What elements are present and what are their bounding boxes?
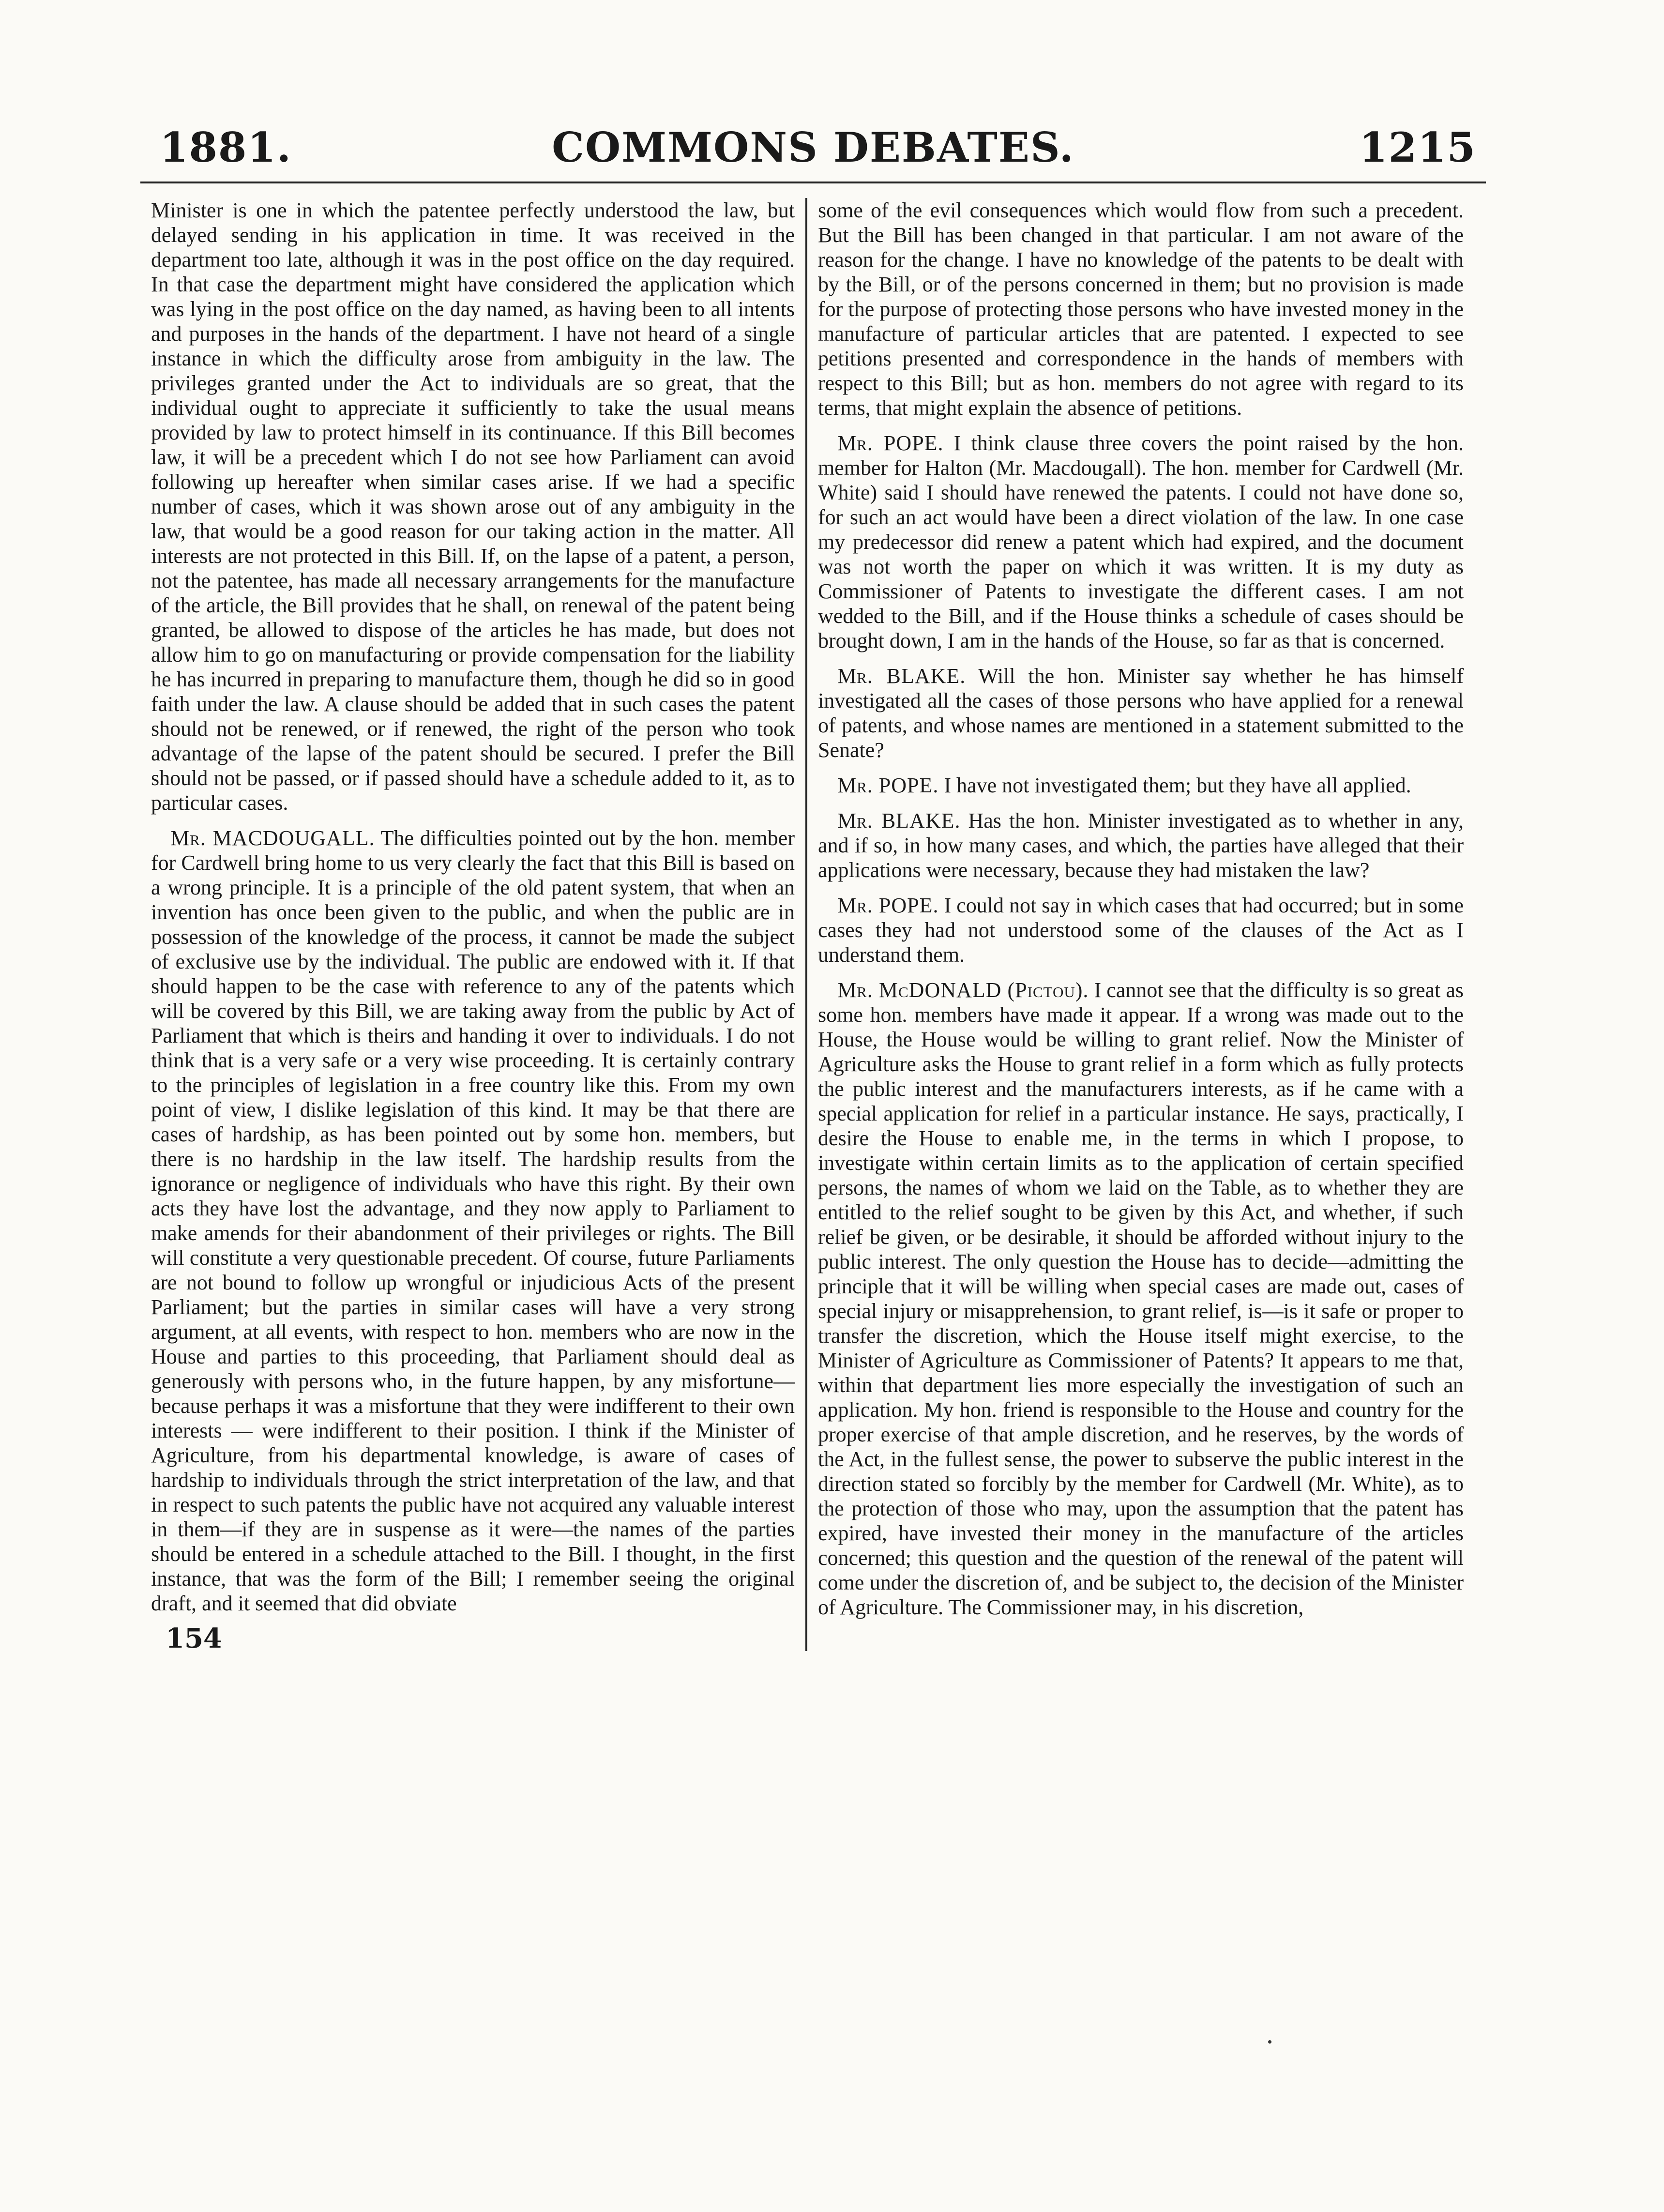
speaker-name: Mr. POPE. [837,894,939,917]
speaker-name: Mr. BLAKE. [837,809,961,833]
paragraph [818,431,1464,653]
paragraph [818,893,1464,967]
right-column [807,198,1474,1651]
paragraph [818,773,1464,798]
header-year: 1881. [160,123,292,171]
paragraph [818,808,1464,882]
page-header [140,123,1486,183]
signature-mark: 154 [166,1622,222,1654]
paragraph: some of the evil consequences which would flow from such a precedent. But the Bill has been changed in that particular. I am not aware of the reason for the change. I have no knowledge of the patents to be dealt with by the Bill, or of the persons concerned in them; but no provision is made for the purpose of protecting those persons who have invested money in the manufacture of particular articles that are patented. I expected to see petitions presented and correspondence in the hands of members with respect to this Bill; but as hon. members do not agree with regard to its terms, that might explain the absence of petitions. [818,198,1464,420]
header-title: COMMONS DEBATES. [552,123,1074,171]
page [140,123,1486,1654]
speech-text: I have not investigated them; but they have all applied. [944,773,1411,797]
header-page-number: 1215 [1359,123,1476,171]
speaker-name: Mr. BLAKE. [837,664,966,688]
left-column [140,198,807,1654]
speaker-name: Mr. McDONALD (Pictou). [837,978,1089,1002]
speech-text: Has the hon. Minister investigated as to whether in any, and if so, in how many cases, and which, the parties have alleged that their applications were necessary, because they had mistaken the law? [818,809,1464,882]
speech-text: I think clause three covers the point raised by the hon. member for Halton (Mr. Macdougall). The hon. member for Cardwell (Mr. White) said I should have renewed the patents. I could not have done so, for such an act would have been a direct violation of the law. In one case my predecessor did renew a patent which had expired, and the document was not worth the paper on which it was written. It is my duty as Commissioner of Patents to investigate the different cases. I am not wedded to the Bill, and if the House thinks a schedule of cases should be brought down, I am in the hands of the House, so far as that is concerned. [818,431,1464,652]
paragraph [818,978,1464,1620]
speech-text: Will the hon. Minister say whether he has himself investigated all the cases of those persons who have applied for a renewal of patents, and whose names are mentioned in a statement submitted to the Senate? [818,664,1464,762]
paragraph [151,826,795,1616]
paragraph: Minister is one in which the patentee perfectly understood the law, but delayed sending in his application in time. It was received in the department too late, although it was in the post office on the day required. In that case the department might have considered the application which was lying in the post office on the day named, as having been to all intents and purposes in the hands of the department. I have not heard of a single instance in which the difficulty arose from ambiguity in the law. The privileges granted under the Act to individuals are so great, that the individual ought to appreciate it sufficiently to take the usual means provided by law to protect himself in its continuance. If this Bill becomes law, it will be a precedent which I do not see how Parliament can avoid following up hereafter when similar cases arise. If we had a specific number of cases, which it was shown arose out of any ambiguity in the law, that would be a good reason for our taking action in the matter. All interests are not protected in this Bill. If, on the lapse of a patent, a person, not the patentee, has made all necessary arrangements for the manufacture of the article, the Bill provides that he shall, on renewal of the patent being granted, be allowed to dispose of the articles he has made, but does not allow him to go on manufacturing or provide compensation for the liability he has incurred in preparing to manufacture them, though he did so in good faith under the law. A clause should be added that in such cases the patent should not be renewed, or if renewed, the right of the person who took advantage of the lapse of the patent should be secured. I prefer the Bill should not be passed, or if passed should have a schedule added to it, as to particular cases. [151,198,795,815]
text-columns [140,198,1486,1654]
speaker-name: Mr. POPE. [837,431,944,455]
speech-text: I could not say in which cases that had occurred; but in some cases they had not understood some of the clauses of the Act as I understand them. [818,894,1464,967]
ink-dot [1268,2040,1271,2044]
speech-text: I cannot see that the difficulty is so great as some hon. members have made it appear. If a wrong was made out to the House, the House would be willing to grant relief. Now the Minister of Agriculture asks the House to grant relief in a form which as fully protects the public interest and the manufacturers interests, as if he came with a special application for relief in a particular instance. He says, practically, I desire the House to enable me, in the terms in which I propose, to investigate within certain limits as to the application of certain specified persons, the names of whom we laid on the Table, as to whether they are entitled to the relief sought to be given by this Act, and whether, if such relief be given, or be desirable, it should be afforded without injury to the public interest. The only question the House has to decide—admitting the principle that it will be willing when special cases are made out, cases of special injury or misapprehension, to grant relief, is—is it safe or proper to transfer the discretion, which the House itself might exercise, to the Minister of Agriculture as Commissioner of Patents? It appears to me that, within that department lies more especially the investigation of such an application. My hon. friend is responsible to the House and country for the proper exercise of that ample discretion, and he reserves, by the words of the Act, in the fullest sense, the power to subserve the public interest in the direction stated so forcibly by the member for Cardwell (Mr. White), as to the protection of those who may, upon the assumption that the patent has expired, have invested their money in the manufacture of the articles concerned; this question and the question of the renewal of the patent will come under the discretion of, and be subject to, the decision of the Minister of Agriculture. The Commissioner may, in his discretion, [818,978,1464,1619]
speaker-name: Mr. MACDOUGALL. [170,826,375,850]
speech-text: The difficulties pointed out by the hon. member for Cardwell bring home to us very clearly the fact that this Bill is based on a wrong principle. It is a principle of the old patent system, that when an invention has once been given to the public, and when the public are in possession of the knowledge of the process, it cannot be made the subject of exclusive use by the individual. The public are endowed with it. If that should happen to be the case with reference to any of the patents which will be covered by this Bill, we are taking away from the public by Act of Parliament that which is theirs and handing it over to individuals. I do not think that is a very safe or a very wise proceeding. It is certainly contrary to the principles of legislation in a free country like this. From my own point of view, I dislike legislation of this kind. It may be that there are cases of hardship, as has been pointed out by some hon. members, but there is no hardship in the law itself. The hardship results from the ignorance or negligence of individuals who have this right. By their own acts they have lost the advantage, and they now apply to Parliament to make amends for their abandonment of their privileges or rights. The Bill will constitute a very questionable precedent. Of course, future Parliaments are not bound to follow up wrongful or injudicious Acts of the present Parliament; but the parties in similar cases will have a very strong argument, at all events, with respect to hon. members who are now in the House and parties to this proceeding, that Parliament should deal as generously with persons who, in the future happen, by any misfortune—because perhaps it was a misfortune that they were indifferent to their own interests — were indifferent to their position. I think if the Minister of Agriculture, from his departmental knowledge, is aware of cases of hardship to individuals through the strict interpretation of the law, and that in respect to such patents the public have not acquired any valuable interest in them—if they are in suspense as it were—the names of the parties should be entered in a schedule attached to the Bill. I thought, in the first instance, that was the form of the Bill; I remember seeing the original draft, and it seemed that did obviate [151,826,795,1615]
paragraph [818,664,1464,762]
speaker-name: Mr. POPE. [837,773,939,797]
